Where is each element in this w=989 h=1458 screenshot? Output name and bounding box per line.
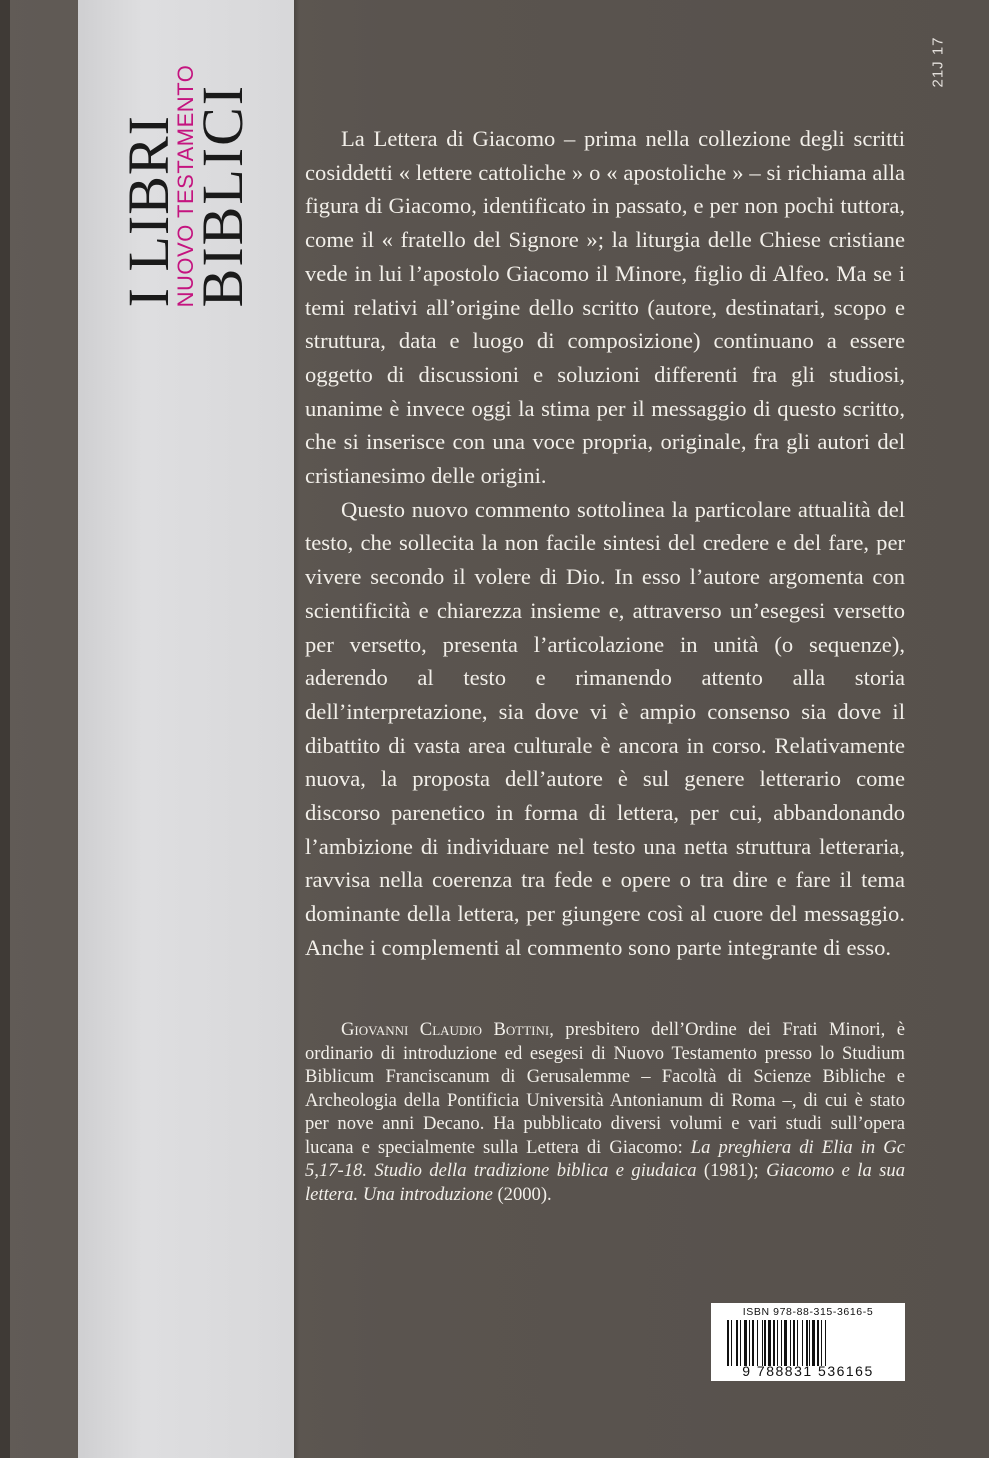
catalog-code: 21J 17	[929, 36, 947, 88]
barcode-bar	[740, 1320, 741, 1366]
barcode-bar	[821, 1320, 822, 1366]
barcode-bar	[793, 1320, 795, 1366]
barcode-bar	[784, 1320, 787, 1366]
barcode-bar	[757, 1320, 758, 1366]
isbn-text: ISBN 978-88-315-3616-5	[742, 1306, 874, 1318]
barcode-bar	[727, 1320, 729, 1366]
author-bio	[305, 1018, 905, 1206]
barcode-bar	[809, 1320, 810, 1366]
barcode-bar	[797, 1320, 798, 1366]
barcode-bar	[781, 1320, 782, 1366]
series-logo-line1: I LIBRI	[116, 115, 181, 308]
barcode-bar	[802, 1320, 803, 1366]
strip-shadow	[294, 0, 300, 1458]
cover-edge	[0, 0, 10, 1458]
barcode-bar	[744, 1320, 747, 1366]
book-description	[305, 122, 905, 965]
bio-text-1: , presbitero dell’Ordine dei Frati Minori, è ordinario di introduzione ed esegesi di Nuovo Testamento presso lo Studium Biblicum Franciscanum di Gerusalemme – Facoltà di Scienze Bibliche e Archeologia della Pontificia Università Antonianum di Roma –, di cui è stato per nove anni Decano. Ha pubblicato diversi volumi e vari studi sull’opera lucana e specialmente sulla Lettera di Giacomo:	[305, 1019, 905, 1158]
barcode-bar	[773, 1320, 775, 1366]
barcode-bar	[752, 1320, 754, 1366]
barcode-bar	[736, 1320, 738, 1366]
bio-text-2: (1981);	[696, 1160, 767, 1181]
barcode-bar	[806, 1320, 808, 1366]
description-paragraph-1: La Lettera di Giacomo – prima nella collezione degli scritti cosiddetti « lettere cattoliche » o « apostoliche » – si richiama alla figura di Giacomo, identificato in passato, e per non pochi tuttora, come il « fratello del Signore »; la liturgia delle Chiese cristiane vede in lui l’apostolo Giacomo il Minore, figlio di Alfeo. Ma se i temi relativi all’origine dello scritto (autore, destinatari, scopo e struttura, data e luogo di composizione) continuano a essere oggetto di discussioni e soluzioni differenti fra gli studiosi, unanime è invece oggi la stima per il messaggio di questo scritto, che si inserisce con una voce propria, originale, fra gli autori del cristianesimo delle origini.	[305, 126, 905, 489]
barcode-bar	[768, 1320, 771, 1366]
barcode-digits: 9 788831 536165	[742, 1363, 874, 1379]
barcode-bar	[764, 1320, 766, 1366]
barcode-bar	[825, 1320, 826, 1366]
barcode-bar	[731, 1320, 732, 1366]
barcode-bar	[817, 1320, 819, 1366]
barcode-bar	[777, 1320, 778, 1366]
bio-title-2: Giacomo e la sua lettera. Una introduzione	[305, 1160, 905, 1205]
author-name: Giovanni Claudio Bottini	[341, 1019, 550, 1040]
description-paragraph-2: Questo nuovo commento sottolinea la particolare attualità del testo, che sollecita la non facile sintesi del credere e del fare, per vivere secondo il volere di Dio. In esso l’autore argomenta con scientificità e chiarezza insieme e, attraverso un’esegesi versetto per versetto, presenta l’articolazione in unità (o sequenze), aderendo al testo e rimanendo attento alla storia dell’interpretazione, sia dove vi è ampio consenso sia dove il dibattito di vasta area culturale è ancora in corso. Relativamente nuova, la proposta dell’autore è sul genere letterario come discorso parenetico in forma di lettera, per cui, abbandonando l’ambizione di individuare nel testo una netta struttura letteraria, ravvisa nella coerenza tra fede e opere o tra dire e fare il tema dominante della lettera, per giungere così al cuore del messaggio. Anche i complementi al commento sono parte integrante di esso.	[305, 496, 905, 960]
barcode-bar	[790, 1320, 791, 1366]
series-logo-line3: BIBLICI	[190, 83, 255, 308]
series-logo	[116, 64, 255, 308]
barcode-label	[711, 1303, 905, 1381]
bio-text-3: (2000).	[492, 1183, 552, 1205]
barcode-bar	[812, 1320, 815, 1366]
barcode-bars	[727, 1320, 899, 1366]
series-logo-line2: NUOVO TESTAMENTO	[173, 64, 198, 308]
bio-title-1: La preghiera di Elia in Gc 5,17-18. Studio della tradizione biblica e giudaica	[305, 1136, 905, 1181]
barcode-bar	[749, 1320, 750, 1366]
barcode-bar	[762, 1320, 763, 1366]
